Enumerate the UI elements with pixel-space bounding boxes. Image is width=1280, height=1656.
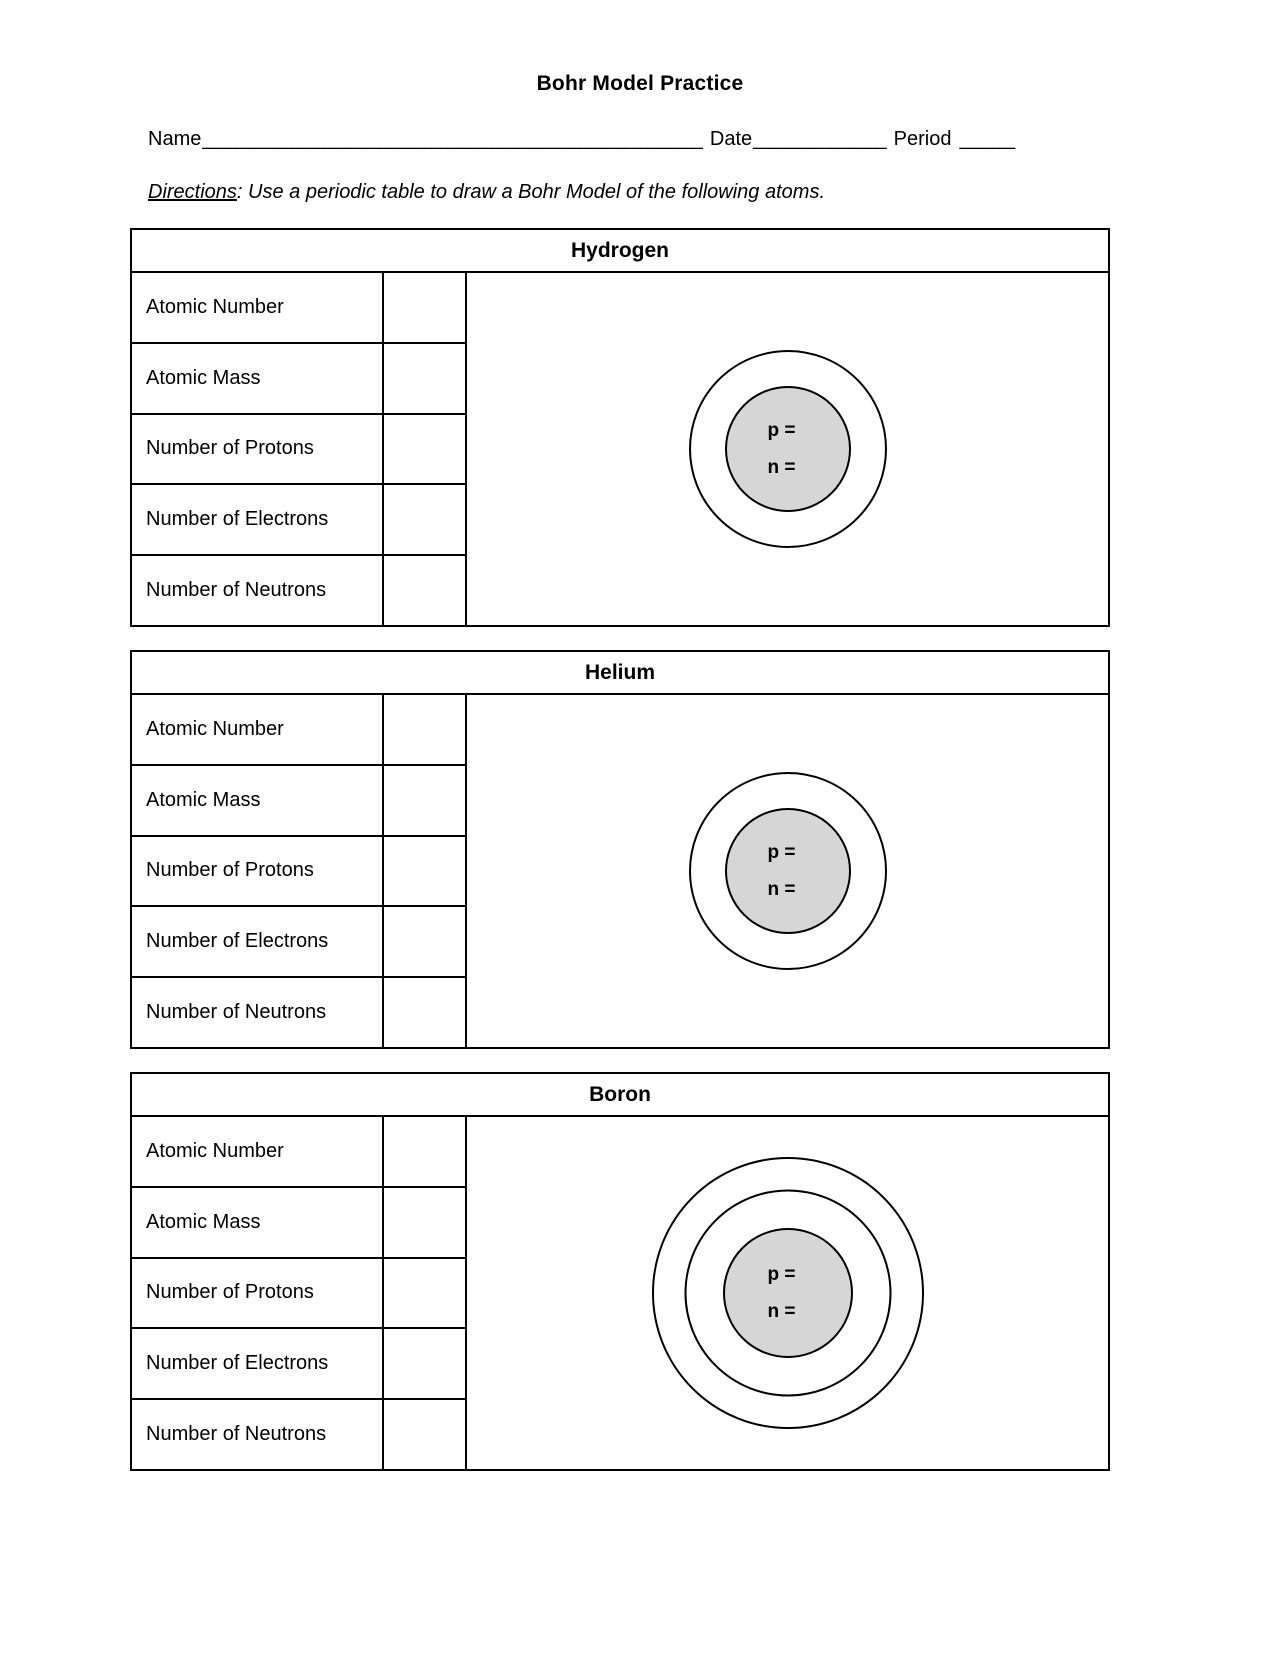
table-row: [132, 1259, 465, 1330]
name-blank-line: _____________________________________________: [202, 128, 703, 150]
answer-cell: [384, 695, 465, 764]
period-blank-line: _____: [959, 128, 1016, 150]
row-label-atomic-number: Atomic Number: [132, 695, 384, 764]
properties-grid: [132, 1117, 467, 1469]
row-label-atomic-mass: Atomic Mass: [132, 1188, 384, 1257]
answer-cell: [384, 1188, 465, 1257]
row-label-atomic-mass: Atomic Mass: [132, 344, 384, 413]
answer-cell: [384, 344, 465, 413]
row-label-electrons: Number of Electrons: [132, 907, 384, 976]
answer-cell: [384, 415, 465, 484]
answer-cell: [384, 1117, 465, 1186]
element-title: Helium: [132, 652, 1108, 695]
table-row: [132, 1188, 465, 1259]
table-row: [132, 766, 465, 837]
table-row: [132, 344, 465, 415]
answer-cell: [384, 556, 465, 625]
row-label-neutrons: Number of Neutrons: [132, 978, 384, 1047]
table-row: [132, 1400, 465, 1469]
directions-text: : Use a periodic table to draw a Bohr Model of the following atoms.: [236, 181, 826, 203]
answer-cell: [384, 1400, 465, 1469]
name-label: Name: [148, 128, 202, 150]
properties-grid: [132, 273, 467, 625]
neutrons-label: n =: [767, 1301, 796, 1322]
bohr-diagram: [467, 273, 1108, 625]
nucleus: [723, 1228, 853, 1358]
row-label-neutrons: Number of Neutrons: [132, 556, 384, 625]
element-table-helium: [130, 650, 1110, 1049]
bohr-diagram: [467, 1117, 1108, 1469]
nucleus: [725, 386, 851, 512]
answer-cell: [384, 978, 465, 1047]
row-label-electrons: Number of Electrons: [132, 485, 384, 554]
row-label-atomic-number: Atomic Number: [132, 1117, 384, 1186]
table-row: [132, 485, 465, 556]
table-row: [132, 273, 465, 344]
row-label-neutrons: Number of Neutrons: [132, 1400, 384, 1469]
row-label-atomic-number: Atomic Number: [132, 273, 384, 342]
element-table-hydrogen: [130, 228, 1110, 627]
row-label-protons: Number of Protons: [132, 1259, 384, 1328]
directions-label: Directions: [148, 181, 237, 203]
directions-line: [148, 181, 1280, 204]
table-row: [132, 837, 465, 908]
answer-cell: [384, 1259, 465, 1328]
table-row: [132, 978, 465, 1047]
protons-label: p =: [767, 842, 796, 863]
row-label-protons: Number of Protons: [132, 415, 384, 484]
row-label-protons: Number of Protons: [132, 837, 384, 906]
table-row: [132, 695, 465, 766]
table-row: [132, 1117, 465, 1188]
nucleus: [725, 808, 851, 934]
neutrons-label: n =: [767, 457, 796, 478]
answer-cell: [384, 273, 465, 342]
answer-cell: [384, 485, 465, 554]
table-row: [132, 415, 465, 486]
answer-cell: [384, 766, 465, 835]
answer-cell: [384, 907, 465, 976]
period-label: Period: [893, 128, 952, 150]
row-label-atomic-mass: Atomic Mass: [132, 766, 384, 835]
date-blank-line: ____________: [753, 128, 887, 150]
properties-grid: [132, 695, 467, 1047]
page-title: Bohr Model Practice: [536, 72, 744, 95]
row-label-electrons: Number of Electrons: [132, 1329, 384, 1398]
table-row: [132, 556, 465, 625]
table-row: [132, 1329, 465, 1400]
date-label: Date: [709, 128, 753, 150]
answer-cell: [384, 1329, 465, 1398]
neutrons-label: n =: [767, 879, 796, 900]
element-table-boron: [130, 1072, 1110, 1471]
protons-label: p =: [767, 420, 796, 441]
element-title: Boron: [132, 1074, 1108, 1117]
table-row: [132, 907, 465, 978]
name-date-period-line: [148, 128, 1280, 151]
bohr-diagram: [467, 695, 1108, 1047]
protons-label: p =: [767, 1264, 796, 1285]
answer-cell: [384, 837, 465, 906]
element-title: Hydrogen: [132, 230, 1108, 273]
